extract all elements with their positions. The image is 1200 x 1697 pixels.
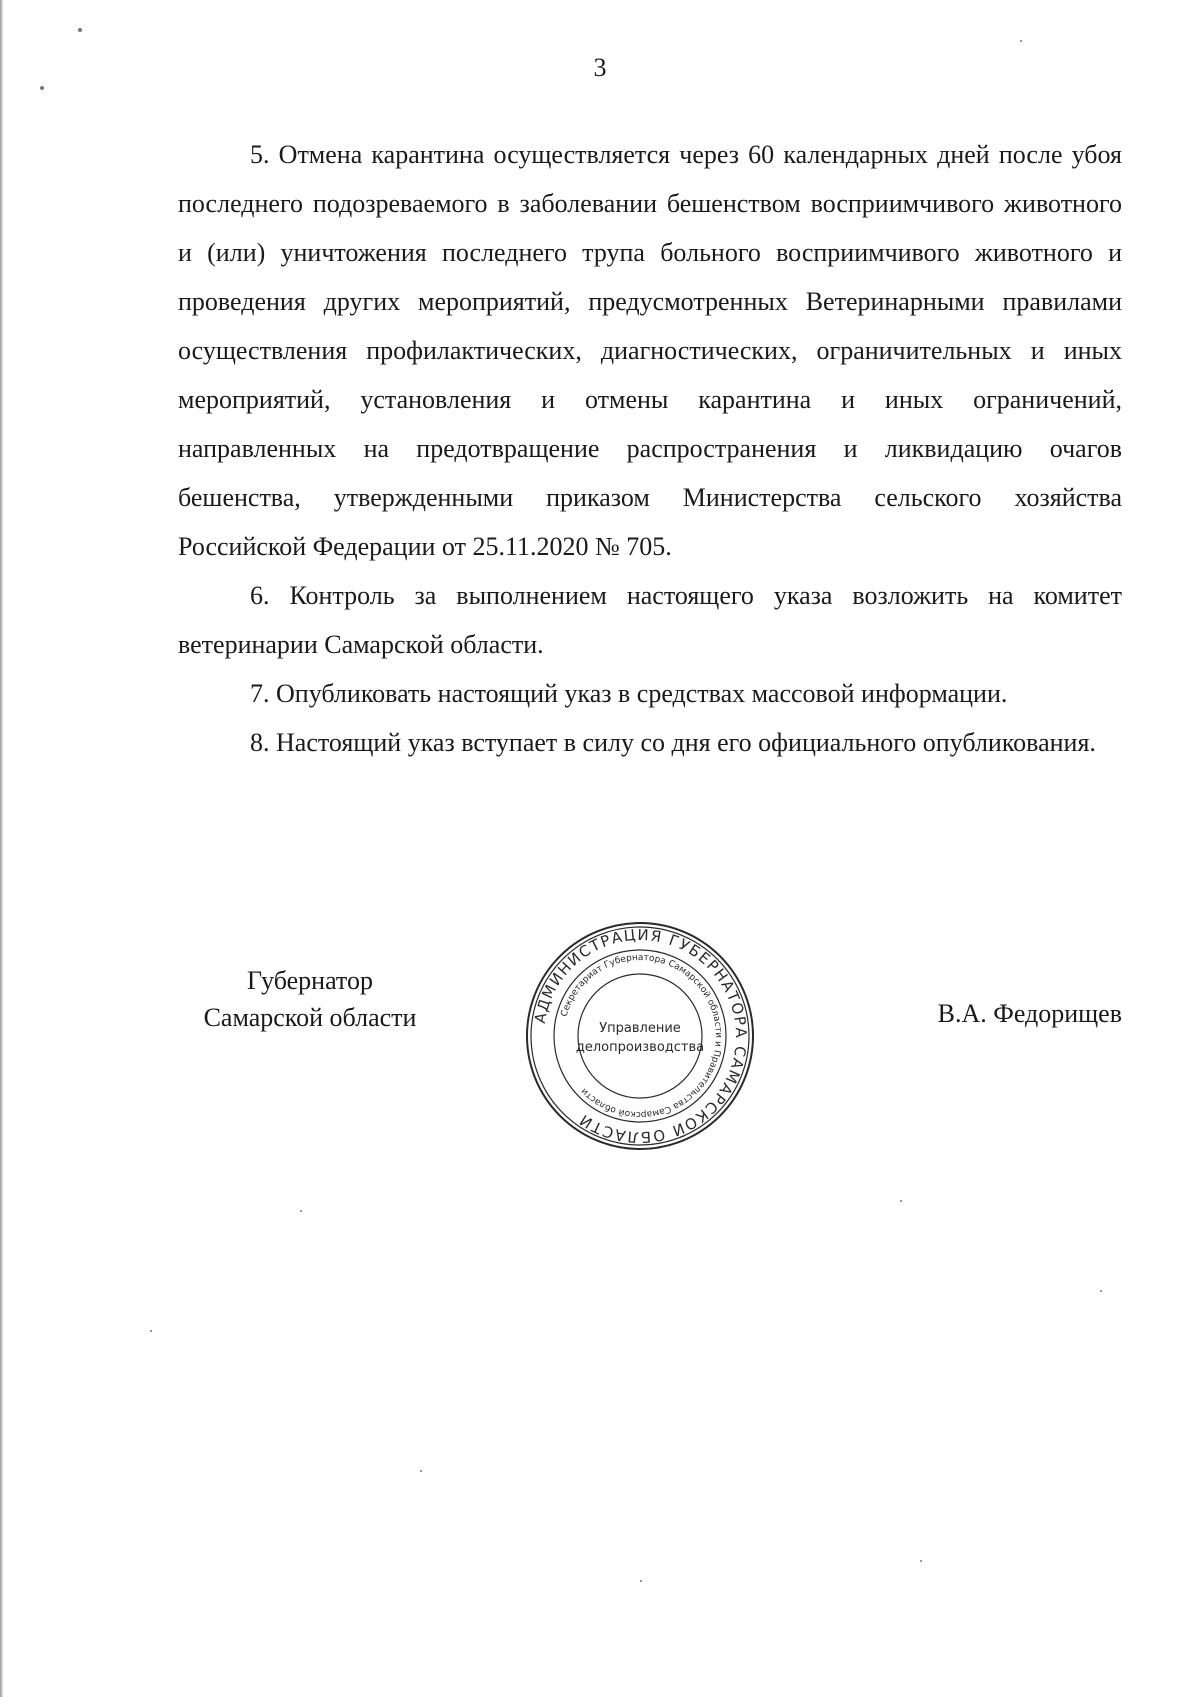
scan-speck: [1100, 1290, 1102, 1292]
paragraph-5: 5. Отмена карантина осуществляется через 60 календарных дней после убоя последнего подозреваемого в заболевании бешенством восприимчивого животного и (или) уничтожения последнего трупа больного восприимчивого животного и проведения других мероприятий, предусмотренных Ветеринарными правилами осуществления профилактических, диагностических, ограничительных и иных мероприятий, установления и отмены карантина и иных ограничений, направленных на предотвращение распространения и ликвидацию очагов бешенства, утвержденными приказом Министерства сельского хозяйства Российской Федерации от 25.11.2020 № 705.: [178, 140, 1122, 561]
official-seal-stamp: [524, 920, 756, 1152]
scan-speck: [1020, 40, 1022, 42]
scan-speck: [640, 1580, 642, 1582]
signer-title-line1: Губернатор: [247, 966, 373, 995]
seal-outer-text: АДМИНИСТРАЦИЯ ГУБЕРНАТОРА САМАРСКОЙ ОБЛАСТИ: [530, 925, 751, 1147]
signer-title-line2: Самарской области: [203, 1003, 417, 1032]
signer-name: В.А. Федорищев: [937, 999, 1122, 1028]
seal-inner-text: Секретариат Губернатора Самарской области и Правительства Самарской области: [559, 952, 724, 1120]
scan-speck: [920, 1560, 922, 1562]
document-body: [178, 130, 1122, 767]
svg-text:Секретариат Губернатора Самарс: [560, 953, 723, 1119]
scan-speck: [150, 1330, 152, 1332]
scan-speck: [300, 1210, 302, 1212]
seal-center-line1: Управление: [599, 1021, 681, 1036]
signer-title: [180, 962, 440, 1036]
page-number: 3: [593, 53, 607, 82]
scan-speck: [40, 86, 44, 90]
scan-speck: [420, 1470, 422, 1472]
paragraph-6: 6. Контроль за выполнением настоящего указа возложить на комитет ветеринарии Самарской области.: [178, 581, 1122, 659]
paragraph-7: 7. Опубликовать настоящий указ в средствах массовой информации.: [250, 679, 1008, 708]
paragraph-8: 8. Настоящий указ вступает в силу со дня его официального опубликования.: [250, 728, 1096, 757]
seal-center-line2: делопроизводства: [575, 1040, 705, 1055]
scan-speck: [78, 28, 82, 32]
scan-speck: [900, 1200, 902, 1202]
page-edge: [0, 0, 3, 1697]
